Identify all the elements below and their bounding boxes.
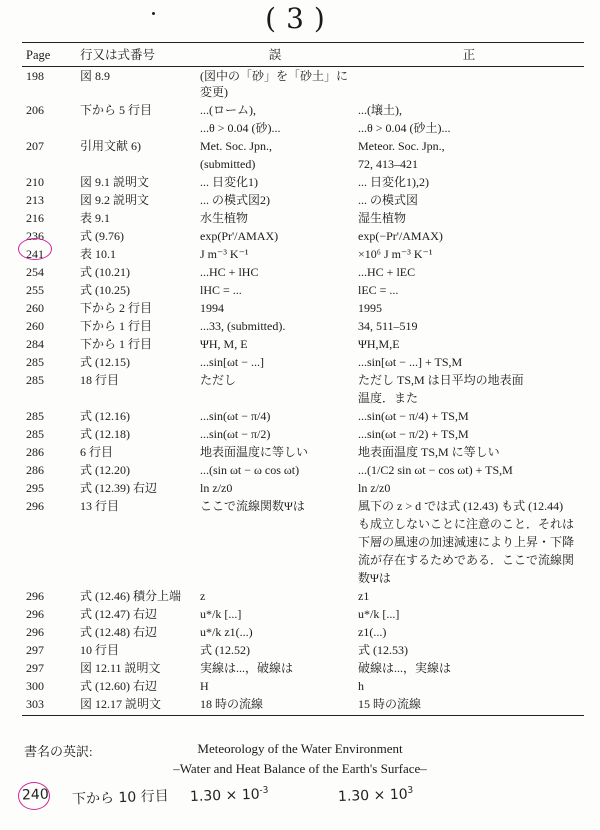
cell-location <box>76 119 196 137</box>
errata-body <box>22 67 584 716</box>
table-row <box>22 335 584 353</box>
cell-page: 285 <box>26 355 44 369</box>
cell-wrong: J m⁻³ K⁻¹ <box>200 247 249 261</box>
cell-page: 286 <box>26 463 44 477</box>
cell-page: 207 <box>26 139 44 153</box>
cell-wrong: ...sin(ωt − π/2) <box>200 427 271 441</box>
cell-page: 213 <box>26 193 44 207</box>
errata-table <box>22 42 584 716</box>
cell-location: 式 (12.15) <box>80 355 130 369</box>
cell-location: 6 行目 <box>80 445 114 459</box>
cell-wrong <box>196 515 354 533</box>
cell-correct: 温度．また <box>358 391 419 405</box>
cell-correct: 湿生植物 <box>358 211 407 225</box>
cell-page <box>22 155 76 173</box>
cell-wrong: 18 時の流線 <box>196 695 354 716</box>
translation-label: 書名の英訳: <box>24 744 93 759</box>
cell-wrong: lHC = ... <box>200 283 242 297</box>
cell-correct: ただし TS,M は日平均の地表面 <box>358 373 524 387</box>
table-row <box>22 67 584 102</box>
table-row <box>22 461 584 479</box>
cell-location: 図 12.11 説明文 <box>80 661 161 675</box>
table-row <box>22 119 584 137</box>
cell-page: 260 <box>26 319 44 333</box>
cell-wrong: ただし <box>200 373 237 387</box>
cell-wrong: u*/k [...] <box>200 607 242 621</box>
cell-page: 285 <box>26 427 44 441</box>
cell-correct: ×10⁶ J m⁻³ K⁻¹ <box>358 247 433 261</box>
table-row <box>22 677 584 695</box>
cell-correct: Meteor. Soc. Jpn., <box>358 139 445 153</box>
cell-page: 297 <box>26 643 44 657</box>
table-row <box>22 479 584 497</box>
cell-location: 図 8.9 <box>80 69 111 83</box>
cell-location: 18 行目 <box>80 373 120 387</box>
cell-correct: ...sin[ωt − ...] + TS,M <box>358 355 463 369</box>
cell-page: 300 <box>26 679 44 693</box>
cell-location: 式 (12.16) <box>80 409 130 423</box>
cell-location: 表 9.1 <box>80 211 111 225</box>
cell-page <box>22 515 76 533</box>
cell-wrong: 実線は...，破線は <box>200 661 294 675</box>
handwritten-right-base: 1.30 × 10 <box>337 786 408 805</box>
cell-wrong: 式 (12.52) <box>200 643 250 657</box>
cell-location <box>76 515 196 533</box>
cell-location <box>76 155 196 173</box>
table-row <box>22 317 584 335</box>
cell-correct: ... の模式図 <box>358 193 419 207</box>
cell-wrong <box>196 569 354 587</box>
cell-page: 285 <box>26 409 44 423</box>
header-correct: 正 <box>354 43 584 67</box>
cell-location: 式 (12.39) 右辺 <box>80 481 157 495</box>
cell-correct: 1995 <box>358 301 382 315</box>
cell-correct: ...θ > 0.04 (砂土)... <box>358 121 451 135</box>
cell-correct: h <box>358 679 364 693</box>
cell-location: 式 (9.76) <box>80 229 124 243</box>
table-row <box>22 587 584 605</box>
cell-correct: ...(1/C2 sin ωt − cos ωt) + TS,M <box>358 463 513 477</box>
table-row <box>22 173 584 191</box>
cell-correct: ΨH,M,E <box>358 337 400 351</box>
header-wrong: 誤 <box>196 43 354 67</box>
table-row <box>22 299 584 317</box>
cell-page: 295 <box>26 481 44 495</box>
table-row <box>22 209 584 227</box>
cell-wrong: ...θ > 0.04 (砂)... <box>200 121 281 135</box>
cell-page: 216 <box>26 211 44 225</box>
cell-wrong: 水生植物 <box>200 211 249 225</box>
cell-page <box>22 551 76 569</box>
cell-wrong: (submitted) <box>200 157 256 171</box>
cell-correct: ...sin(ωt − π/2) + TS,M <box>358 427 469 441</box>
cell-wrong <box>196 551 354 569</box>
table-row <box>22 515 584 533</box>
cell-page <box>22 119 76 137</box>
cell-page: 285 <box>26 373 44 387</box>
table-row <box>22 623 584 641</box>
cell-location <box>76 569 196 587</box>
cell-page: 206 <box>26 103 44 117</box>
cell-wrong: z <box>200 589 206 603</box>
table-row <box>22 281 584 299</box>
cell-correct: u*/k [...] <box>358 607 400 621</box>
cell-correct: 流が存在するためである．ここで流線関 <box>358 553 575 567</box>
cell-wrong <box>196 389 354 407</box>
cell-wrong: ΨH, M, E <box>200 337 248 351</box>
cell-wrong: ln z/z0 <box>200 481 233 495</box>
table-row <box>22 353 584 371</box>
cell-location: 下から 1 行目 <box>80 319 153 333</box>
table-row <box>22 101 584 119</box>
cell-location: 式 (12.60) 右辺 <box>80 679 157 693</box>
cell-location: 式 (10.25) <box>80 283 130 297</box>
cell-location: 式 (10.21) <box>80 265 130 279</box>
table-row <box>22 191 584 209</box>
cell-wrong: ... の模式図2) <box>200 193 270 207</box>
cell-page: 241 <box>26 247 44 261</box>
cell-wrong: ...(sin ωt − ω cos ωt) <box>200 463 300 477</box>
cell-wrong: ...sin(ωt − π/4) <box>200 409 271 423</box>
cell-correct: ...(壌土), <box>358 103 402 117</box>
table-row <box>22 497 584 515</box>
cell-location: 式 (12.20) <box>80 463 130 477</box>
cell-wrong: 地表面温度に等しい <box>200 445 309 459</box>
cell-location: 式 (12.18) <box>80 427 130 441</box>
cell-page: 296 <box>26 607 44 621</box>
table-row <box>22 389 584 407</box>
table-row <box>22 569 584 587</box>
table-row <box>22 605 584 623</box>
cell-correct: も成立しないことに注意のこと．それは <box>358 517 575 531</box>
cell-correct: ...sin(ωt − π/4) + TS,M <box>358 409 469 423</box>
cell-wrong <box>196 533 354 551</box>
cell-wrong: ...HC + lHC <box>200 265 259 279</box>
header-page: Page <box>22 43 76 67</box>
cell-wrong: exp(Pr'/AMAX) <box>200 229 279 243</box>
cell-location: 下から 5 行目 <box>80 103 153 117</box>
cell-correct: ...HC + lEC <box>358 265 416 279</box>
table-row <box>22 263 584 281</box>
cell-page: 286 <box>26 445 44 459</box>
cell-wrong: 1994 <box>200 301 224 315</box>
cell-correct: 数Ψは <box>358 571 391 585</box>
cell-location <box>76 551 196 569</box>
cell-correct: 風下の z > d では式 (12.43) も式 (12.44) <box>358 499 564 513</box>
cell-location: 引用文献 6) <box>80 139 141 153</box>
table-row <box>22 371 584 389</box>
cell-correct: 地表面温度 TS,M に等しい <box>358 445 500 459</box>
table-row <box>22 137 584 155</box>
cell-correct: z1 <box>358 589 370 603</box>
table-row <box>22 695 584 716</box>
cell-page: 236 <box>26 229 44 243</box>
cell-correct: ... 日変化1),2) <box>358 175 429 189</box>
cell-location: 式 (12.46) 積分上端 <box>80 589 181 603</box>
cell-page: 297 <box>26 661 44 675</box>
cell-wrong: (図中の「砂」を「砂土」に変更) <box>200 69 348 99</box>
cell-wrong: u*/k z1(...) <box>200 625 253 639</box>
cell-wrong: ここで流線関数Ψは <box>200 499 305 513</box>
cell-page: 303 <box>22 695 76 716</box>
header-location: 行又は式番号 <box>76 43 196 67</box>
cell-correct: ln z/z0 <box>358 481 391 495</box>
cell-location: 表 10.1 <box>80 247 117 261</box>
cell-wrong: ...(ローム), <box>200 103 256 117</box>
cell-wrong: ...33, (submitted). <box>200 319 286 333</box>
cell-correct: 下層の風速の加速減速により上昇・下降 <box>358 535 575 549</box>
cell-location: 10 行目 <box>80 643 120 657</box>
cell-correct: 破線は...，実線は <box>358 661 452 675</box>
cell-page <box>22 569 76 587</box>
cell-location <box>76 533 196 551</box>
handwritten-wrong-base: 1.30 × 10 <box>189 786 260 806</box>
annotation-circle-241 <box>18 238 52 260</box>
book-title-line2: –Water and Heat Balance of the Earth's Surface– <box>173 761 427 776</box>
cell-correct: z1(...) <box>358 625 387 639</box>
handwritten-wrong-exp: -3 <box>259 785 269 796</box>
cell-wrong: ... 日変化1) <box>200 175 258 189</box>
table-row <box>22 155 584 173</box>
table-row <box>22 407 584 425</box>
cell-wrong: H <box>200 679 209 693</box>
cell-page: 255 <box>26 283 44 297</box>
cell-page: 198 <box>26 69 44 83</box>
ink-speck <box>152 12 155 15</box>
cell-page: 296 <box>26 499 44 513</box>
cell-location: 13 行目 <box>80 499 120 513</box>
handwritten-location: 下から 10 行目 <box>71 788 170 808</box>
cell-correct: 34, 511–519 <box>358 319 418 333</box>
cell-correct: exp(−Pr'/AMAX) <box>358 229 443 243</box>
table-row <box>22 641 584 659</box>
cell-location: 下から 2 行目 <box>80 301 153 315</box>
cell-correct: lEC = ... <box>358 283 399 297</box>
cell-page <box>22 533 76 551</box>
table-row <box>22 659 584 677</box>
table-header-row <box>22 43 584 67</box>
table-row <box>22 533 584 551</box>
handwritten-right-exp: 3 <box>407 785 414 796</box>
cell-correct: 15 時の流線 <box>354 695 584 716</box>
cell-location: 式 (12.48) 右辺 <box>80 625 157 639</box>
cell-correct <box>354 67 584 102</box>
cell-location: 図 9.1 説明文 <box>80 175 150 189</box>
table-row <box>22 425 584 443</box>
cell-page: 296 <box>26 625 44 639</box>
cell-correct: 72, 413–421 <box>358 157 418 171</box>
table-row <box>22 245 584 263</box>
cell-location <box>76 389 196 407</box>
cell-correct: 式 (12.53) <box>358 643 408 657</box>
cell-location: 式 (12.47) 右辺 <box>80 607 157 621</box>
table-row <box>22 443 584 461</box>
book-title-line1: Meteorology of the Water Environment <box>197 741 403 756</box>
handwritten-right <box>338 786 414 805</box>
cell-page: 254 <box>26 265 44 279</box>
cell-page <box>22 389 76 407</box>
cell-location: 図 12.17 説明文 <box>76 695 196 716</box>
cell-location: 図 9.2 説明文 <box>80 193 150 207</box>
cell-wrong: Met. Soc. Jpn., <box>200 139 272 153</box>
cell-page: 296 <box>26 589 44 603</box>
cell-page: 210 <box>26 175 44 189</box>
cell-page: 284 <box>26 337 44 351</box>
table-row <box>22 227 584 245</box>
cell-page: 260 <box>26 301 44 315</box>
cell-location: 下から 1 行目 <box>80 337 153 351</box>
cell-wrong: ...sin[ωt − ...] <box>200 355 264 369</box>
page-number: (3) <box>265 2 335 35</box>
handwritten-page: 240 <box>21 786 50 804</box>
handwritten-wrong <box>190 786 269 805</box>
table-row <box>22 551 584 569</box>
